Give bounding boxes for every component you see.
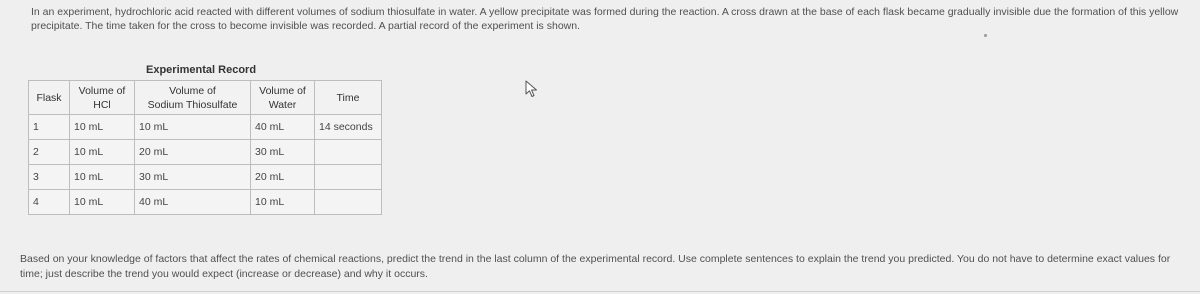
header-hcl [70, 81, 135, 115]
header-thio-line1: Volume of [169, 84, 216, 97]
header-water-line2: Water [268, 98, 297, 111]
cell-time [315, 140, 382, 165]
cell-thiosulfate: 20 mL [135, 140, 251, 165]
cell-hcl: 10 mL [70, 165, 135, 190]
cell-flask: 1 [29, 115, 70, 140]
table-header-row [29, 81, 382, 115]
cell-thiosulfate: 10 mL [135, 115, 251, 140]
header-time [315, 81, 382, 115]
header-water [251, 81, 315, 115]
cell-time [315, 190, 382, 215]
header-thiosulfate [135, 81, 251, 115]
header-thio-line2: Sodium Thiosulfate [147, 98, 238, 111]
cell-thiosulfate: 30 mL [135, 165, 251, 190]
cell-hcl: 10 mL [70, 140, 135, 165]
intro-paragraph: In an experiment, hydrochloric acid reacted with different volumes of sodium thiosulfate in water. A yellow precipitate was formed during the reaction. A cross drawn at the base of each flask became gradually invisible due the formation of this yellow precipitate. The time taken for the cross to become invisible was recorded. A partial record of the experiment is shown. [31, 6, 1179, 32]
table-row [29, 115, 382, 140]
table-row [29, 190, 382, 215]
cell-water: 10 mL [251, 190, 315, 215]
cell-flask: 4 [29, 190, 70, 215]
stray-dot [984, 34, 987, 37]
bottom-divider [0, 291, 1200, 292]
header-hcl-line1: Volume of [78, 84, 126, 97]
question-paragraph: Based on your knowledge of factors that affect the rates of chemical reactions, predict the trend in the last column of the experimental record. Use complete sentences to explain the trend you predicted. You do not have to determine exact values for time; just describe the trend you would expect (increase or decrease) and why it occurs. [20, 253, 1171, 280]
cell-water: 20 mL [251, 165, 315, 190]
table-title: Experimental Record [146, 64, 257, 76]
table-row [29, 165, 382, 190]
cell-hcl: 10 mL [70, 190, 135, 215]
cell-time: 14 seconds [315, 115, 382, 140]
header-flask-label: Flask [36, 91, 62, 104]
cell-time [315, 165, 382, 190]
header-hcl-line2: HCl [93, 98, 111, 111]
cell-hcl: 10 mL [70, 115, 135, 140]
cell-thiosulfate: 40 mL [135, 190, 251, 215]
cell-flask: 2 [29, 140, 70, 165]
experimental-record-table [28, 80, 382, 215]
table-row [29, 140, 382, 165]
mouse-pointer-icon [524, 80, 540, 98]
header-flask [29, 81, 70, 115]
cell-flask: 3 [29, 165, 70, 190]
cell-water: 30 mL [251, 140, 315, 165]
header-water-line1: Volume of [259, 84, 306, 97]
header-time-label: Time [336, 91, 360, 104]
cell-water: 40 mL [251, 115, 315, 140]
